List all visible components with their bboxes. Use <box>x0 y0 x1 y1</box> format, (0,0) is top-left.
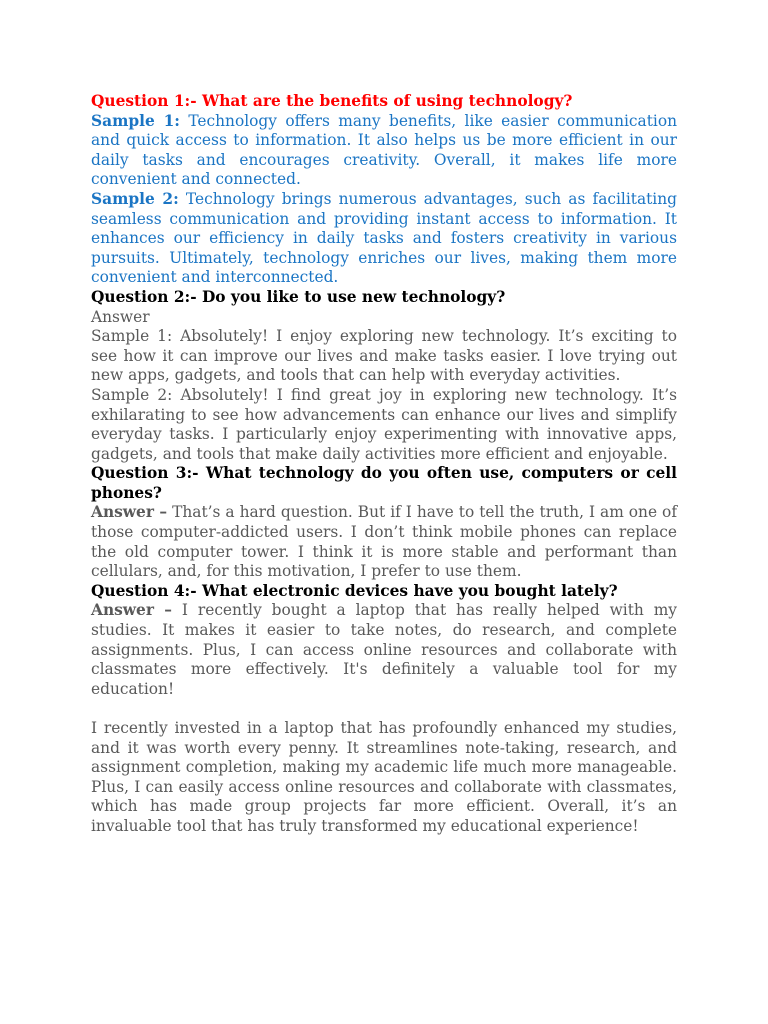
question-3-heading: Question 3:- What technology do you often use, computers or cell phones? <box>91 464 677 502</box>
q2-sample-1: Sample 1: Absolutely! I enjoy exploring new technology. It’s exciting to see how it can improve our lives and make tasks easier. I love trying out new apps, gadgets, and tools that can help with everyday activities. <box>91 327 677 385</box>
question-4-heading: Question 4:- What electronic devices have you bought lately? <box>91 581 618 600</box>
q4-answer <box>91 601 677 699</box>
q1-sample-2-label: Sample 2: <box>91 189 179 208</box>
q1-sample-2 <box>91 190 677 288</box>
paragraph-spacer <box>91 699 677 719</box>
question-1-heading: Question 1:- What are the benefits of using technology? <box>91 92 573 110</box>
q1-sample-1-text: Technology offers many benefits, like easier communication and quick access to information. It also helps us be more efficient in our daily tasks and encourages creativity. Overall, it makes life more convenient and connected. <box>91 111 677 189</box>
q2-sample-2: Sample 2: Absolutely! I find great joy in exploring new technology. It’s exhilarating to see how advancements can enhance our lives and simplify everyday tasks. I particularly enjoy experimenting with innovative apps, gadgets, and tools that make daily activities more efficient and enjoyable. <box>91 385 677 463</box>
q4-answer-label: Answer – <box>91 601 172 620</box>
q2-answer-label: Answer <box>91 307 150 326</box>
q4-answer-text: I recently bought a laptop that has really helped with my studies. It makes it easier to take notes, do research, and complete assignments. Plus, I can access online resources and collaborate with classmates more effectively. It's definitely a valuable tool for my education! <box>91 601 677 698</box>
q1-sample-1-label: Sample 1: <box>91 111 180 130</box>
q4-answer-2: I recently invested in a laptop that has profoundly enhanced my studies, and it was worth every penny. It streamlines note-taking, research, and assignment completion, making my academic life much more manageable. Plus, I can easily access online resources and collaborate with classmates, which has made group projects far more efficient. Overall, it’s an invaluable tool that has truly transformed my educational experience! <box>91 719 677 835</box>
document-page <box>91 92 677 837</box>
q1-sample-2-text: Technology brings numerous advantages, such as facilitating seamless communication and providing instant access to information. It enhances our efficiency in daily tasks and fosters creativity in various pursuits. Ultimately, technology enriches our lives, making them more convenient and interconnected. <box>91 189 677 287</box>
q3-answer-label: Answer – <box>91 503 168 522</box>
q3-answer-text: That’s a hard question. But if I have to tell the truth, I am one of those computer-addicted users. I don’t think mobile phones can replace the old computer tower. I think it is more stable and performant than cellulars, and, for this motivation, I prefer to use them. <box>91 503 678 581</box>
question-2-heading: Question 2:- Do you like to use new technology? <box>91 287 506 306</box>
q3-answer <box>91 503 677 581</box>
q1-sample-1 <box>91 112 677 190</box>
